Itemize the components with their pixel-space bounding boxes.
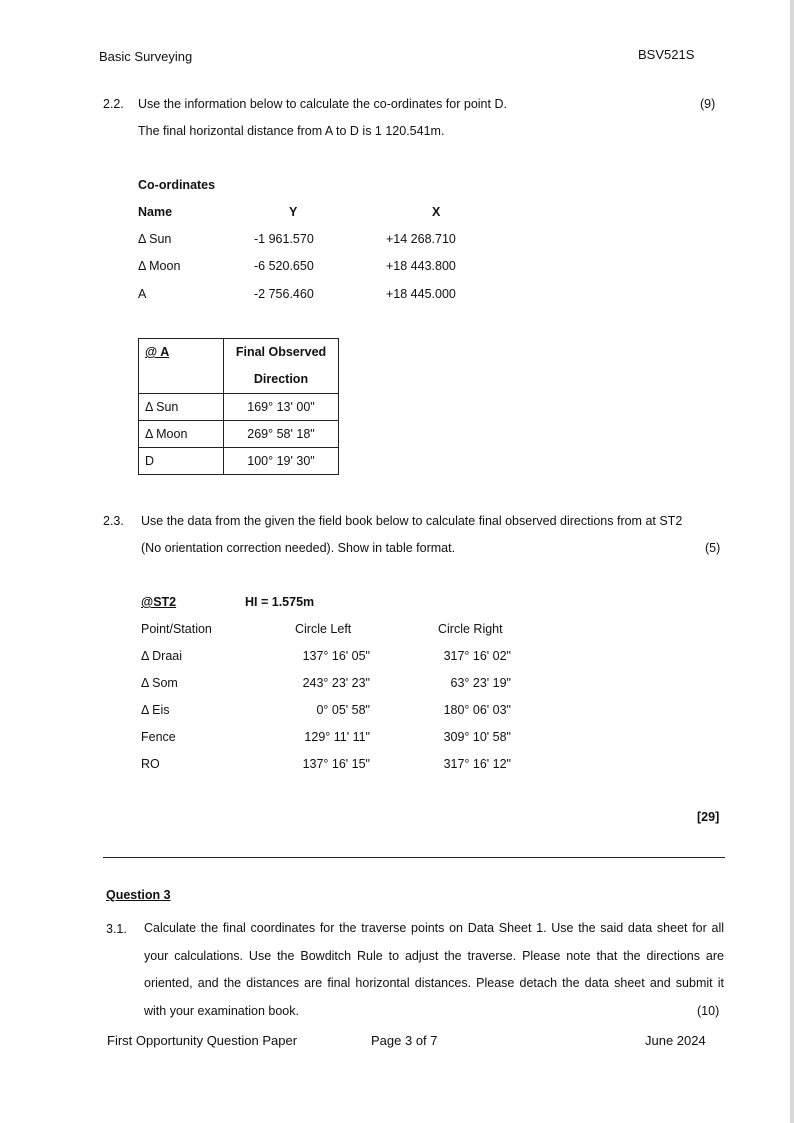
q23-number: 2.3. — [103, 514, 124, 528]
coord-col-y: Y — [289, 205, 298, 219]
fieldbook-row-name: RO — [141, 757, 160, 771]
fieldbook-row-name: Δ Draai — [141, 649, 183, 663]
q31-number: 3.1. — [106, 922, 127, 936]
coord-col-name: Name — [138, 205, 173, 219]
coord-row-y: -1 961.570 — [254, 232, 314, 246]
fieldbook-row-cl: 137° 16' 15" — [302, 757, 370, 771]
table-row — [139, 421, 339, 448]
q23-line2: (No orientation correction needed). Show in table format. — [141, 541, 456, 555]
q22-number: 2.2. — [103, 97, 124, 111]
table-header-direction — [224, 339, 339, 394]
table-cell-direction: 169° 13' 00" — [224, 394, 339, 421]
observed-directions-table — [138, 338, 339, 475]
header-code: BSV521S — [638, 47, 695, 62]
table-cell-direction: 269° 58' 18" — [224, 421, 339, 448]
direction-header-line1: Final Observed — [235, 345, 327, 359]
table-row — [139, 394, 339, 421]
question3-title: Question 3 — [106, 888, 171, 902]
coord-row-x: +18 443.800 — [386, 259, 456, 273]
q22-line1: Use the information below to calculate the co-ordinates for point D. — [138, 97, 507, 111]
direction-header-line2: Direction — [253, 372, 309, 386]
table-cell-name: Δ Sun — [139, 394, 224, 421]
coord-title: Co-ordinates — [138, 178, 216, 192]
page-edge — [790, 0, 794, 1123]
fieldbook-col-cr: Circle Right — [438, 622, 503, 636]
fieldbook-row-cr: 180° 06' 03" — [443, 703, 511, 717]
coord-row-y: -6 520.650 — [254, 259, 314, 273]
fieldbook-row-cl: 137° 16' 05" — [302, 649, 370, 663]
fieldbook-row-cr: 317° 16' 12" — [443, 757, 511, 771]
fieldbook-row-cr: 309° 10' 58" — [443, 730, 511, 744]
fieldbook-row-cl: 243° 23' 23" — [302, 676, 370, 690]
fieldbook-row-name: Δ Eis — [141, 703, 170, 717]
section-divider — [103, 857, 725, 858]
coord-row-name: Δ Moon — [138, 259, 181, 273]
q31-marks: (10) — [697, 1004, 720, 1018]
coord-row-y: -2 756.460 — [254, 287, 314, 301]
fieldbook-station: @ST2 — [141, 595, 177, 609]
q22-marks: (9) — [700, 97, 716, 111]
table-row — [139, 448, 339, 475]
table-cell-name: D — [139, 448, 224, 475]
coord-col-x: X — [432, 205, 441, 219]
fieldbook-col-cl: Circle Left — [295, 622, 352, 636]
coord-row-name: Δ Sun — [138, 232, 172, 246]
fieldbook-row-cl: 129° 11' 11" — [304, 730, 370, 744]
station-label: @ A — [145, 345, 170, 359]
fieldbook-row-cl: 0° 05' 58" — [316, 703, 370, 717]
coord-row-x: +14 268.710 — [386, 232, 456, 246]
q31-text: Calculate the final coordinates for the traverse points on Data Sheet 1. Use the said data sheet for all your calculations. Use the Bowditch Rule to adjust the traverse. Please note that the directions are oriented, and the distances are final horizontal distances. Please detach the data sheet and submit it with your examination book. — [144, 921, 724, 1018]
footer-page: Page 3 of 7 — [371, 1033, 438, 1048]
table-cell-name: Δ Moon — [139, 421, 224, 448]
instrument-height: HI = 1.575m — [245, 595, 315, 609]
coord-row-name: A — [138, 287, 147, 301]
footer-date: June 2024 — [645, 1033, 706, 1048]
fieldbook-row-name: Fence — [141, 730, 176, 744]
q23-line1: Use the data from the given the field book below to calculate final observed directions from at ST2 — [141, 514, 683, 528]
table-cell-direction: 100° 19' 30" — [224, 448, 339, 475]
footer-paper: First Opportunity Question Paper — [107, 1033, 298, 1048]
fieldbook-col-point: Point/Station — [141, 622, 212, 636]
fieldbook-row-cr: 63° 23' 19" — [450, 676, 511, 690]
q23-marks: (5) — [705, 541, 721, 555]
fieldbook-row-cr: 317° 16' 02" — [443, 649, 511, 663]
section-total-marks: [29] — [697, 810, 720, 824]
table-header-station — [139, 339, 224, 394]
q22-line2: The final horizontal distance from A to D is 1 120.541m. — [138, 124, 445, 138]
fieldbook-row-name: Δ Som — [141, 676, 178, 690]
table-header-row — [139, 339, 339, 394]
coord-row-x: +18 445.000 — [386, 287, 456, 301]
header-course: Basic Surveying — [99, 49, 193, 64]
